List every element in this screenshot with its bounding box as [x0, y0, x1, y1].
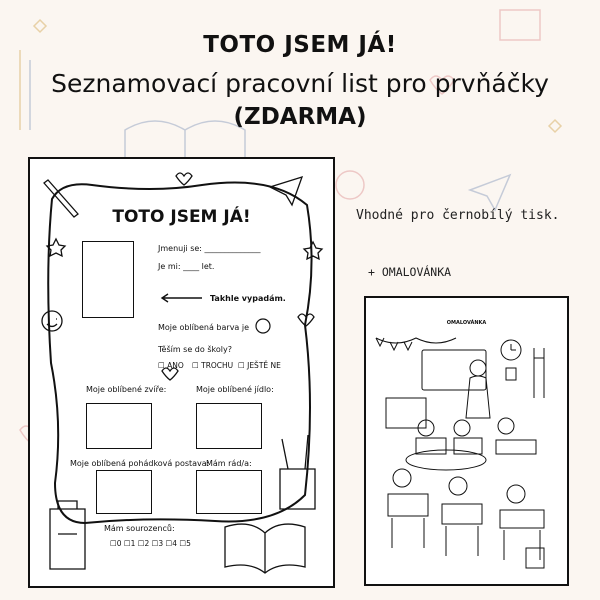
- like-label: Mám rád/a:: [206, 459, 252, 468]
- option-somewhat: ☐ TROCHU: [192, 361, 234, 370]
- siblings-options: ☐0 ☐1 ☐2 ☐3 ☐4 ☐5: [110, 539, 191, 548]
- like-box: [196, 470, 262, 514]
- animal-label: Moje oblíbené zvíře:: [86, 385, 167, 394]
- worksheet-preview: [28, 157, 335, 588]
- name-field: Jmenuji se: ______________: [158, 244, 261, 253]
- classroom-illustration: [366, 298, 567, 584]
- arrow-left-icon: [158, 293, 204, 303]
- page-title: TOTO JSEM JÁ!: [203, 32, 397, 58]
- option-not-yet: ☐ JEŠTĚ NE: [238, 361, 281, 370]
- color-circle-icon: [254, 317, 272, 335]
- looks-label: Takhle vypadám.: [210, 294, 286, 303]
- page-subtitle: Seznamovací pracovní list pro prvňáčky: [51, 69, 549, 98]
- worksheet-title: TOTO JSEM JÁ!: [112, 207, 251, 227]
- coloring-page-preview: [364, 296, 569, 586]
- siblings-label: Mám sourozenců:: [104, 524, 175, 533]
- fairytale-label: Moje oblíbená pohádková postava:: [70, 459, 210, 468]
- fairytale-box: [96, 470, 152, 514]
- self-portrait-box: [82, 241, 134, 318]
- school-question: Těším se do školy?: [158, 345, 232, 354]
- option-yes: ☐ ANO: [158, 361, 184, 370]
- color-label: Moje oblíbená barva je: [158, 323, 250, 332]
- age-field: Je mi: ____ let.: [158, 262, 215, 271]
- header: [0, 30, 600, 132]
- coloring-note: + OMALOVÁNKA: [368, 265, 452, 279]
- food-box: [196, 403, 262, 449]
- free-tag: (ZDARMA): [233, 104, 367, 130]
- animal-box: [86, 403, 152, 449]
- food-label: Moje oblíbené jídlo:: [196, 385, 274, 394]
- bw-print-note: Vhodné pro černobílý tisk.: [356, 208, 560, 223]
- coloring-page-title: OMALOVÁNKA: [446, 320, 487, 326]
